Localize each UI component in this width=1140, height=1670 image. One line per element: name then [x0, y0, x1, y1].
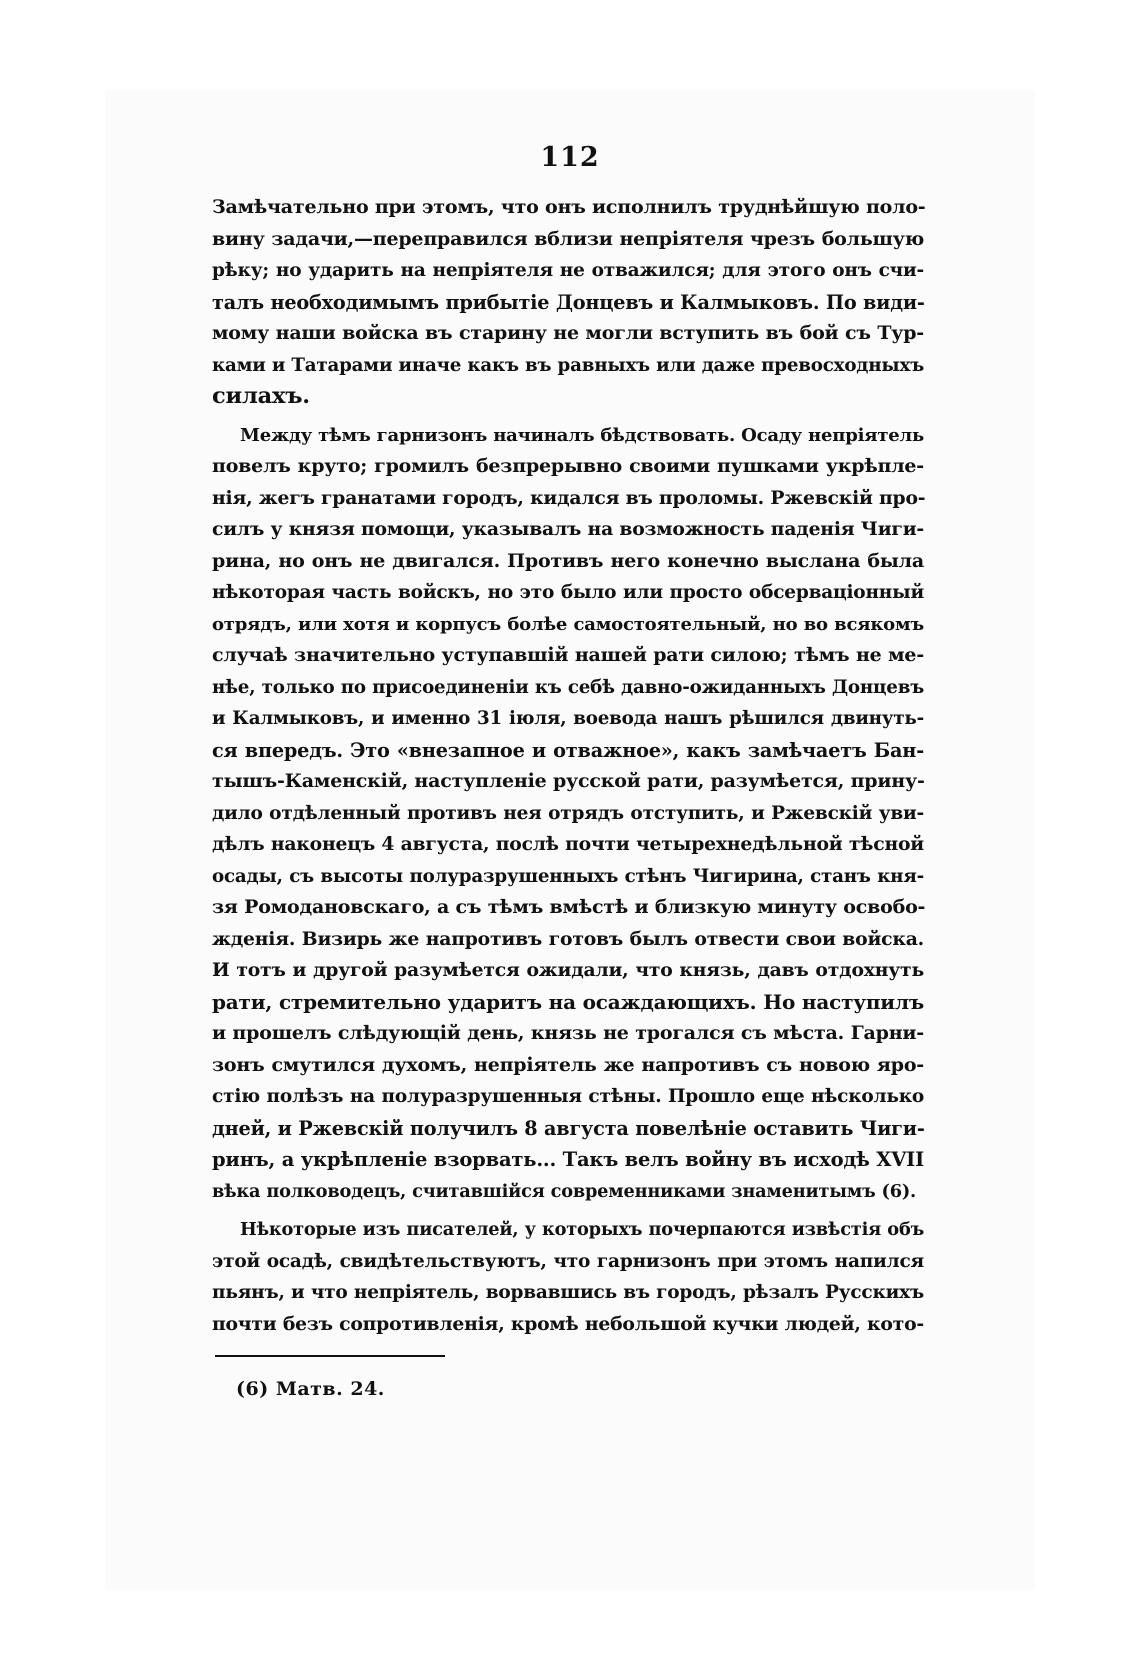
text-line: вину задачи,—переправился вблизи непріятеля чрезъ большую [212, 227, 924, 250]
text-line: силахъ. [212, 383, 310, 409]
text-line: этой осадѣ, свидѣтельствуютъ, что гарнизонъ при этомъ напился [212, 1250, 924, 1272]
text-line: нѣкоторая часть войскъ, но это было или просто обсерваціонный [212, 582, 924, 603]
text-line: талъ необходимымъ прибытіе Донцевъ и Калмыковъ. По види- [212, 290, 925, 314]
text-line: стію полѣзъ на полуразрушенныя стѣны. Прошло еще нѣсколько [212, 1086, 924, 1107]
body-text [212, 192, 924, 1340]
text-line: рѣку; но ударить на непріятеля не отважился; для этого онъ счи- [212, 260, 924, 281]
text-line: отрядъ, или хотя и корпусъ болѣе самостоятельный, но во всякомъ [212, 613, 924, 635]
text-line: жденія. Визирь же напротивъ готовъ былъ отвести свои войска. [212, 927, 924, 950]
text-line: рати, стремительно ударитъ на осаждающихъ. Но наступилъ [212, 989, 924, 1014]
text-line: Между тѣмъ гарнизонъ начиналъ бѣдствовать. Осаду непріятель [240, 424, 925, 446]
text-line: вѣка полководецъ, считавшійся современниками знаменитымъ (6). [212, 1180, 917, 1202]
text-line: Нѣкоторые изъ писателей, у которыхъ почерпаются извѣстія объ [240, 1219, 924, 1240]
text-line: тышъ-Каменскій, наступленіе русской рати, разумѣется, прину- [212, 770, 925, 792]
text-line: нія, жегъ гранатами городъ, кидался въ проломы. Ржевскій про- [212, 486, 926, 509]
text-line: силъ у князя помощи, указывалъ на возможность паденія Чиги- [212, 518, 924, 540]
footnote: (6) Матв. 24. [236, 1378, 385, 1400]
text-line: дней, и Ржевскій получилъ 8 августа повелѣніе оставить Чиги- [212, 1116, 925, 1140]
text-line: зя Ромодановскаго, а съ тѣмъ вмѣстѣ и близкую минуту освобо- [212, 896, 926, 918]
text-line: мому наши войска въ старину не могли вступить въ бой съ Тур- [212, 322, 924, 344]
text-line: и прошелъ слѣдующій день, князь не трогался съ мѣста. Гарни- [212, 1022, 924, 1044]
footnote-divider [215, 1355, 445, 1357]
text-line: рина, но онъ не двигался. Противъ него конечно выслана была [212, 549, 924, 572]
text-line: нѣе, только по присоединеніи къ себѣ давно-ожиданныхъ Донцевъ [212, 676, 924, 698]
text-line: зонъ смутился духомъ, непріятель же напротивъ съ новою яро- [212, 1053, 924, 1076]
text-line: пьянъ, и что непріятель, ворвавшись въ городъ, рѣзалъ Русскихъ [212, 1282, 924, 1303]
paragraph [212, 1214, 924, 1340]
text-line: осады, съ высоты полуразрушенныхъ стѣнъ Чигирина, станъ кня- [212, 865, 924, 887]
paragraph [212, 192, 924, 413]
page-number: 112 [540, 142, 600, 173]
text-line: И тотъ и другой разумѣется ожидали, что князь, давъ отдохнуть [212, 959, 924, 981]
text-line: случаѣ значительно уступавшій нашей рати силою; тѣмъ не ме- [212, 644, 924, 666]
text-line: повелъ круто; громилъ безпрерывно своими пушками укрѣпле- [212, 455, 924, 477]
text-line: и Калмыковъ, и именно 31 іюля, воевода нашъ рѣшился двинуть- [212, 708, 924, 729]
text-line: Замѣчательно при этомъ, что онъ исполнилъ труднѣйшую поло- [212, 196, 926, 218]
text-line: дило отдѣленный противъ нея отрядъ отступить, и Ржевскій уви- [212, 802, 924, 824]
text-line: ся впередъ. Это «внезапное и отважное», какъ замѣчаетъ Бан- [212, 738, 924, 762]
text-line: ками и Татарами иначе какъ въ равныхъ или даже превосходныхъ [212, 354, 924, 376]
text-line: почти безъ сопротивленія, кромѣ небольшой кучки людей, кото- [212, 1312, 924, 1335]
text-line: дѣлъ наконецъ 4 августа, послѣ почти четырехнедѣльной тѣсной [212, 833, 924, 855]
paragraph [212, 420, 924, 1208]
text-line: ринъ, а укрѣпленіе взорвать... Такъ велъ войну въ исходѣ XVII [212, 1148, 924, 1171]
